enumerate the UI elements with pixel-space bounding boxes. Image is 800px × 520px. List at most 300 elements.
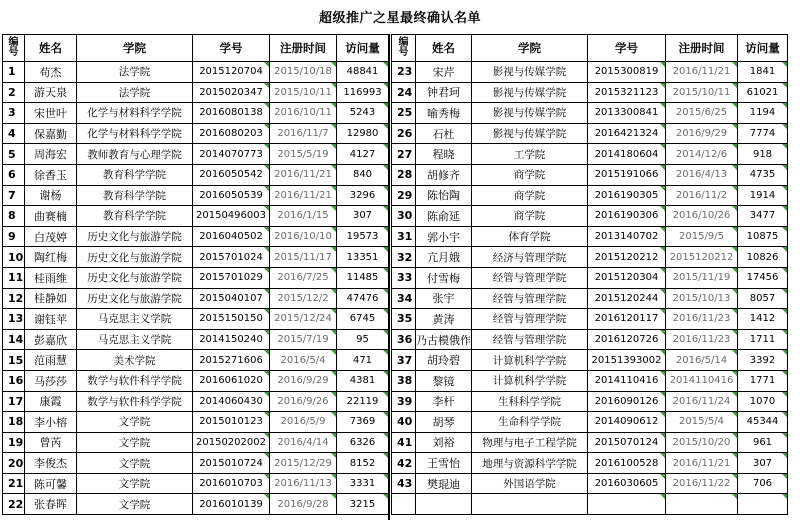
student-id: 2015010123: [193, 412, 270, 433]
college-name: 外国语学院: [472, 473, 588, 494]
row-number: 11: [3, 267, 25, 288]
student-name: 周海宏: [25, 144, 77, 165]
student-id: 2015150150: [193, 309, 270, 330]
student-name: 黄涛: [416, 309, 472, 330]
row-number: 1: [3, 62, 25, 83]
visit-count: 3392: [738, 350, 788, 371]
registration-date: 2015/7/19: [270, 329, 337, 350]
visit-count: 1914: [738, 185, 788, 206]
college-name: 影视与传媒学院: [472, 82, 588, 103]
student-id: 2015120212: [588, 247, 666, 268]
table-row: [3, 473, 389, 494]
registration-date: 2016/11/21: [270, 164, 337, 185]
visit-count: 3331: [337, 473, 389, 494]
registration-date: 2016/11/23: [666, 329, 738, 350]
registration-date: 2016/9/26: [270, 391, 337, 412]
visit-count: 918: [738, 144, 788, 165]
college-name: 文学院: [77, 494, 193, 515]
row-number: 21: [3, 473, 25, 494]
student-name: 康霞: [25, 391, 77, 412]
row-number: 14: [3, 329, 25, 350]
student-id: 2015120244: [588, 288, 666, 309]
row-number: 31: [392, 226, 416, 247]
student-id: 2016090126: [588, 391, 666, 412]
student-name: 保嘉勤: [25, 123, 77, 144]
college-name: 文学院: [77, 453, 193, 474]
visit-count: 22119: [337, 391, 389, 412]
visit-count: 1412: [738, 309, 788, 330]
table-row: [3, 370, 389, 391]
visit-count: 7774: [738, 123, 788, 144]
row-number: 36: [392, 329, 416, 350]
college-name: 历史文化与旅游学院: [77, 226, 193, 247]
student-name: 张宇: [416, 288, 472, 309]
registration-date: 2016/11/24: [666, 391, 738, 412]
registration-date: 2016/1/15: [270, 206, 337, 227]
college-name: 文学院: [77, 432, 193, 453]
visit-count: 13351: [337, 247, 389, 268]
student-name: 马莎莎: [25, 370, 77, 391]
college-name: 化学与材料科学学院: [77, 103, 193, 124]
student-id: 2014090612: [588, 412, 666, 433]
student-name: 桂静如: [25, 288, 77, 309]
college-name: 经济与管理学院: [472, 247, 588, 268]
registration-date: 2015/10/11: [270, 82, 337, 103]
student-name: 胡修齐: [416, 164, 472, 185]
registration-date: 2016/10/10: [270, 226, 337, 247]
row-number: 37: [392, 350, 416, 371]
student-name: 张春晖: [25, 494, 77, 515]
table-row: [3, 164, 389, 185]
header-student-id: 学号: [193, 35, 270, 62]
college-name: [472, 494, 588, 515]
student-name: 程晓: [416, 144, 472, 165]
registration-date: 2016/5/4: [270, 350, 337, 371]
college-name: 体育学院: [472, 226, 588, 247]
table-row: [3, 453, 389, 474]
visit-count: 1711: [738, 329, 788, 350]
registration-date: 2016/10/26: [666, 206, 738, 227]
table-row: [392, 412, 788, 433]
table-row: [3, 144, 389, 165]
student-id: 2014110416: [588, 370, 666, 391]
row-number: 28: [392, 164, 416, 185]
student-id: [588, 494, 666, 515]
visit-count: 12980: [337, 123, 389, 144]
student-name: 喻秀梅: [416, 103, 472, 124]
table-row: [392, 391, 788, 412]
college-name: 影视与传媒学院: [472, 62, 588, 83]
registration-date: 2016/4/13: [666, 164, 738, 185]
college-name: 文学院: [77, 412, 193, 433]
registration-date: 2016/9/29: [270, 370, 337, 391]
table-row: [392, 62, 788, 83]
registration-date: 2016/11/13: [270, 473, 337, 494]
registration-date: 2015/10/13: [666, 288, 738, 309]
registration-date: 2015/12/2: [270, 288, 337, 309]
visit-count: 961: [738, 432, 788, 453]
student-name: 樊琨迪: [416, 473, 472, 494]
table-row: [392, 309, 788, 330]
table-row: [3, 267, 389, 288]
college-name: 法学院: [77, 62, 193, 83]
registration-date: 2016/11/21: [666, 62, 738, 83]
registration-date: 2016/5/14: [666, 350, 738, 371]
student-id: 2014180604: [588, 144, 666, 165]
visit-count: 8152: [337, 453, 389, 474]
visit-count: 3215: [337, 494, 389, 515]
college-name: 数学与软件科学学院: [77, 370, 193, 391]
table-row: [392, 329, 788, 350]
visit-count: 8057: [738, 288, 788, 309]
college-name: 数学与软件科学学院: [77, 391, 193, 412]
table-row: [392, 144, 788, 165]
student-name: 曲赛楠: [25, 206, 77, 227]
row-number: 27: [392, 144, 416, 165]
student-name: 石杜: [416, 123, 472, 144]
student-id: 2016080203: [193, 123, 270, 144]
visit-count: 1194: [738, 103, 788, 124]
visit-count: 471: [337, 350, 389, 371]
row-number: 18: [3, 412, 25, 433]
table-row: [392, 123, 788, 144]
student-id: 2014060430: [193, 391, 270, 412]
student-id: 2015191066: [588, 164, 666, 185]
table-row: [392, 206, 788, 227]
student-name: 刘裕: [416, 432, 472, 453]
registration-date: 2016/5/9: [270, 412, 337, 433]
table-row: [3, 391, 389, 412]
row-number: 42: [392, 453, 416, 474]
student-name: 谢钰苹: [25, 309, 77, 330]
student-id: 2014150240: [193, 329, 270, 350]
row-number: 39: [392, 391, 416, 412]
registration-date: 2015/10/11: [666, 82, 738, 103]
table-row: [3, 247, 389, 268]
table-row: [392, 288, 788, 309]
row-number: 43: [392, 473, 416, 494]
row-number: 12: [3, 288, 25, 309]
table-row: [3, 62, 389, 83]
table-row: [392, 473, 788, 494]
header-college: 学院: [77, 35, 193, 62]
table-row: [3, 432, 389, 453]
visit-count: 1841: [738, 62, 788, 83]
student-id: 2016050542: [193, 164, 270, 185]
college-name: 历史文化与旅游学院: [77, 247, 193, 268]
table-row: [3, 206, 389, 227]
student-id: 2015701029: [193, 267, 270, 288]
visit-count: 840: [337, 164, 389, 185]
table-row: [392, 185, 788, 206]
registration-date: 2015/6/25: [666, 103, 738, 124]
row-number: 22: [3, 494, 25, 515]
college-name: 生科科学学院: [472, 391, 588, 412]
student-id: 2016010139: [193, 494, 270, 515]
student-id: 2015120304: [588, 267, 666, 288]
student-id: 2016040502: [193, 226, 270, 247]
registration-date: 2015120212: [666, 247, 738, 268]
student-name: 陈俞延: [416, 206, 472, 227]
college-name: 经管与管理学院: [472, 309, 588, 330]
student-name: 胡玲碧: [416, 350, 472, 371]
college-name: 教育科学学院: [77, 164, 193, 185]
student-name: 乃古模俄作: [416, 329, 472, 350]
registration-date: 2016/11/23: [666, 309, 738, 330]
student-id: 2015070124: [588, 432, 666, 453]
registration-date: 2016/11/22: [666, 473, 738, 494]
college-name: 经管与管理学院: [472, 288, 588, 309]
row-number: 17: [3, 391, 25, 412]
table-row: [392, 350, 788, 371]
registration-date: 2016/11/2: [666, 185, 738, 206]
registration-date: 2016/7/25: [270, 267, 337, 288]
roster-table-left: [2, 34, 389, 515]
row-number: 24: [392, 82, 416, 103]
visit-count: 3477: [738, 206, 788, 227]
table-row: [392, 267, 788, 288]
student-id: 2015020347: [193, 82, 270, 103]
row-number: 25: [392, 103, 416, 124]
student-name: 亢月娥: [416, 247, 472, 268]
college-name: 地理与资源科学学院: [472, 453, 588, 474]
student-name: 彭嘉欣: [25, 329, 77, 350]
registration-date: 2016/9/28: [270, 494, 337, 515]
row-number: 19: [3, 432, 25, 453]
row-number: 7: [3, 185, 25, 206]
college-name: 生命科学学院: [472, 412, 588, 433]
student-id: 2015701024: [193, 247, 270, 268]
student-id: 2016061020: [193, 370, 270, 391]
row-number: 33: [392, 267, 416, 288]
row-number: 32: [392, 247, 416, 268]
header-reg-time: 注册时间: [666, 35, 738, 62]
row-number: 26: [392, 123, 416, 144]
student-id: 2015040107: [193, 288, 270, 309]
header-name: 姓名: [416, 35, 472, 62]
college-name: 文学院: [77, 473, 193, 494]
visit-count: 6745: [337, 309, 389, 330]
visit-count: 47476: [337, 288, 389, 309]
student-id: 2015271606: [193, 350, 270, 371]
college-name: 影视与传媒学院: [472, 123, 588, 144]
student-id: 2015010724: [193, 453, 270, 474]
visit-count: 307: [337, 206, 389, 227]
registration-date: 2015/5/19: [270, 144, 337, 165]
college-name: 物理与电子工程学院: [472, 432, 588, 453]
student-name: 付雪梅: [416, 267, 472, 288]
student-id: 2016190305: [588, 185, 666, 206]
student-id: 2016010703: [193, 473, 270, 494]
student-name: 李杆: [416, 391, 472, 412]
header-college: 学院: [472, 35, 588, 62]
student-id: 20151393002: [588, 350, 666, 371]
student-name: 胡琴: [416, 412, 472, 433]
visit-count: 5243: [337, 103, 389, 124]
row-number: 9: [3, 226, 25, 247]
student-id: 2016120726: [588, 329, 666, 350]
visit-count: 706: [738, 473, 788, 494]
college-name: 商学院: [472, 206, 588, 227]
table-row: [3, 185, 389, 206]
registration-date: 2016/4/14: [270, 432, 337, 453]
college-name: 计算机科学学院: [472, 370, 588, 391]
table-row: [392, 103, 788, 124]
table-row: [392, 247, 788, 268]
registration-date: 2016/11/21: [666, 453, 738, 474]
column-divider: [388, 34, 390, 520]
row-number: 4: [3, 123, 25, 144]
row-number: 20: [3, 453, 25, 474]
visit-count: 11485: [337, 267, 389, 288]
student-name: 范雨慧: [25, 350, 77, 371]
row-number: 10: [3, 247, 25, 268]
row-number: [392, 494, 416, 515]
header-no: 编 号: [3, 35, 25, 62]
row-number: 34: [392, 288, 416, 309]
student-id: 2016050539: [193, 185, 270, 206]
student-name: 李小榕: [25, 412, 77, 433]
student-name: 陶红梅: [25, 247, 77, 268]
student-id: 2016120117: [588, 309, 666, 330]
student-id: 2015321123: [588, 82, 666, 103]
visit-count: 95: [337, 329, 389, 350]
header-reg-time: 注册时间: [270, 35, 337, 62]
row-number: 3: [3, 103, 25, 124]
table-row: [3, 494, 389, 515]
visit-count: 7369: [337, 412, 389, 433]
visit-count: 61021: [738, 82, 788, 103]
college-name: 商学院: [472, 185, 588, 206]
college-name: 计算机科学学院: [472, 350, 588, 371]
registration-date: 2015/9/5: [666, 226, 738, 247]
table-row: [392, 226, 788, 247]
student-name: 宋世叶: [25, 103, 77, 124]
row-number: 13: [3, 309, 25, 330]
student-name: 黎镜: [416, 370, 472, 391]
student-name: 郭小宇: [416, 226, 472, 247]
table-header-row: [3, 35, 389, 62]
row-number: 8: [3, 206, 25, 227]
table-row: [3, 350, 389, 371]
header-visits: 访问量: [738, 35, 788, 62]
visit-count: 10875: [738, 226, 788, 247]
visit-count: 6326: [337, 432, 389, 453]
visit-count: 10826: [738, 247, 788, 268]
page-title: 超级推广之星最终确认名单: [318, 11, 481, 26]
row-number: 35: [392, 309, 416, 330]
header-visits: 访问量: [337, 35, 389, 62]
table-row: [392, 370, 788, 391]
student-id: 2016080138: [193, 103, 270, 124]
table-row: [3, 412, 389, 433]
visit-count: 45344: [738, 412, 788, 433]
row-number: 29: [392, 185, 416, 206]
table-row: [392, 494, 788, 515]
table-row: [392, 164, 788, 185]
table-row: [3, 329, 389, 350]
college-name: 教育科学学院: [77, 185, 193, 206]
college-name: 经管与管理学院: [472, 267, 588, 288]
visit-count: 1070: [738, 391, 788, 412]
registration-date: 2015/10/18: [270, 62, 337, 83]
student-name: 谢杨: [25, 185, 77, 206]
registration-date: 2015/12/24: [270, 309, 337, 330]
college-name: 教师教育与心理学院: [77, 144, 193, 165]
row-number: 2: [3, 82, 25, 103]
student-name: 宋芹: [416, 62, 472, 83]
table-row: [3, 309, 389, 330]
row-number: 38: [392, 370, 416, 391]
visit-count: 48841: [337, 62, 389, 83]
college-name: 马克思主义学院: [77, 309, 193, 330]
college-name: 化学与材料科学学院: [77, 123, 193, 144]
table-row: [3, 123, 389, 144]
student-name: 陈可馨: [25, 473, 77, 494]
registration-date: 2015/11/17: [270, 247, 337, 268]
visit-count: 4735: [738, 164, 788, 185]
header-name: 姓名: [25, 35, 77, 62]
visit-count: 3296: [337, 185, 389, 206]
table-row: [3, 288, 389, 309]
student-name: [416, 494, 472, 515]
student-name: 王雪怡: [416, 453, 472, 474]
table-row: [392, 82, 788, 103]
student-name: 钟君珂: [416, 82, 472, 103]
row-number: 6: [3, 164, 25, 185]
college-name: 马克思主义学院: [77, 329, 193, 350]
student-id: 2013140702: [588, 226, 666, 247]
student-id: 2016421324: [588, 123, 666, 144]
table-header-row: [392, 35, 788, 62]
registration-date: 2014110416: [666, 370, 738, 391]
student-name: 桂雨维: [25, 267, 77, 288]
student-name: 李俊杰: [25, 453, 77, 474]
student-id: 2016030605: [588, 473, 666, 494]
registration-date: 2015/12/29: [270, 453, 337, 474]
visit-count: 1771: [738, 370, 788, 391]
header-student-id: 学号: [588, 35, 666, 62]
visit-count: 17456: [738, 267, 788, 288]
student-id: 2016100528: [588, 453, 666, 474]
row-number: 23: [392, 62, 416, 83]
registration-date: 2015/10/20: [666, 432, 738, 453]
row-number: 15: [3, 350, 25, 371]
college-name: 经管与管理学院: [472, 329, 588, 350]
college-name: 商学院: [472, 164, 588, 185]
table-row: [392, 432, 788, 453]
registration-date: 2016/9/29: [666, 123, 738, 144]
table-row: [392, 453, 788, 474]
student-id: 2015120704: [193, 62, 270, 83]
registration-date: 2016/11/21: [270, 185, 337, 206]
student-name: 陈怡陶: [416, 185, 472, 206]
row-number: 41: [392, 432, 416, 453]
student-name: 徐香玉: [25, 164, 77, 185]
table-row: [3, 226, 389, 247]
registration-date: 2016/10/11: [270, 103, 337, 124]
student-id: 2015300819: [588, 62, 666, 83]
college-name: 影视与传媒学院: [472, 103, 588, 124]
registration-date: [666, 494, 738, 515]
visit-count: 19573: [337, 226, 389, 247]
table-row: [3, 103, 389, 124]
college-name: 历史文化与旅游学院: [77, 267, 193, 288]
college-name: 教育科学学院: [77, 206, 193, 227]
student-name: 曾芮: [25, 432, 77, 453]
student-id: 2014070773: [193, 144, 270, 165]
registration-date: 2014/12/6: [666, 144, 738, 165]
